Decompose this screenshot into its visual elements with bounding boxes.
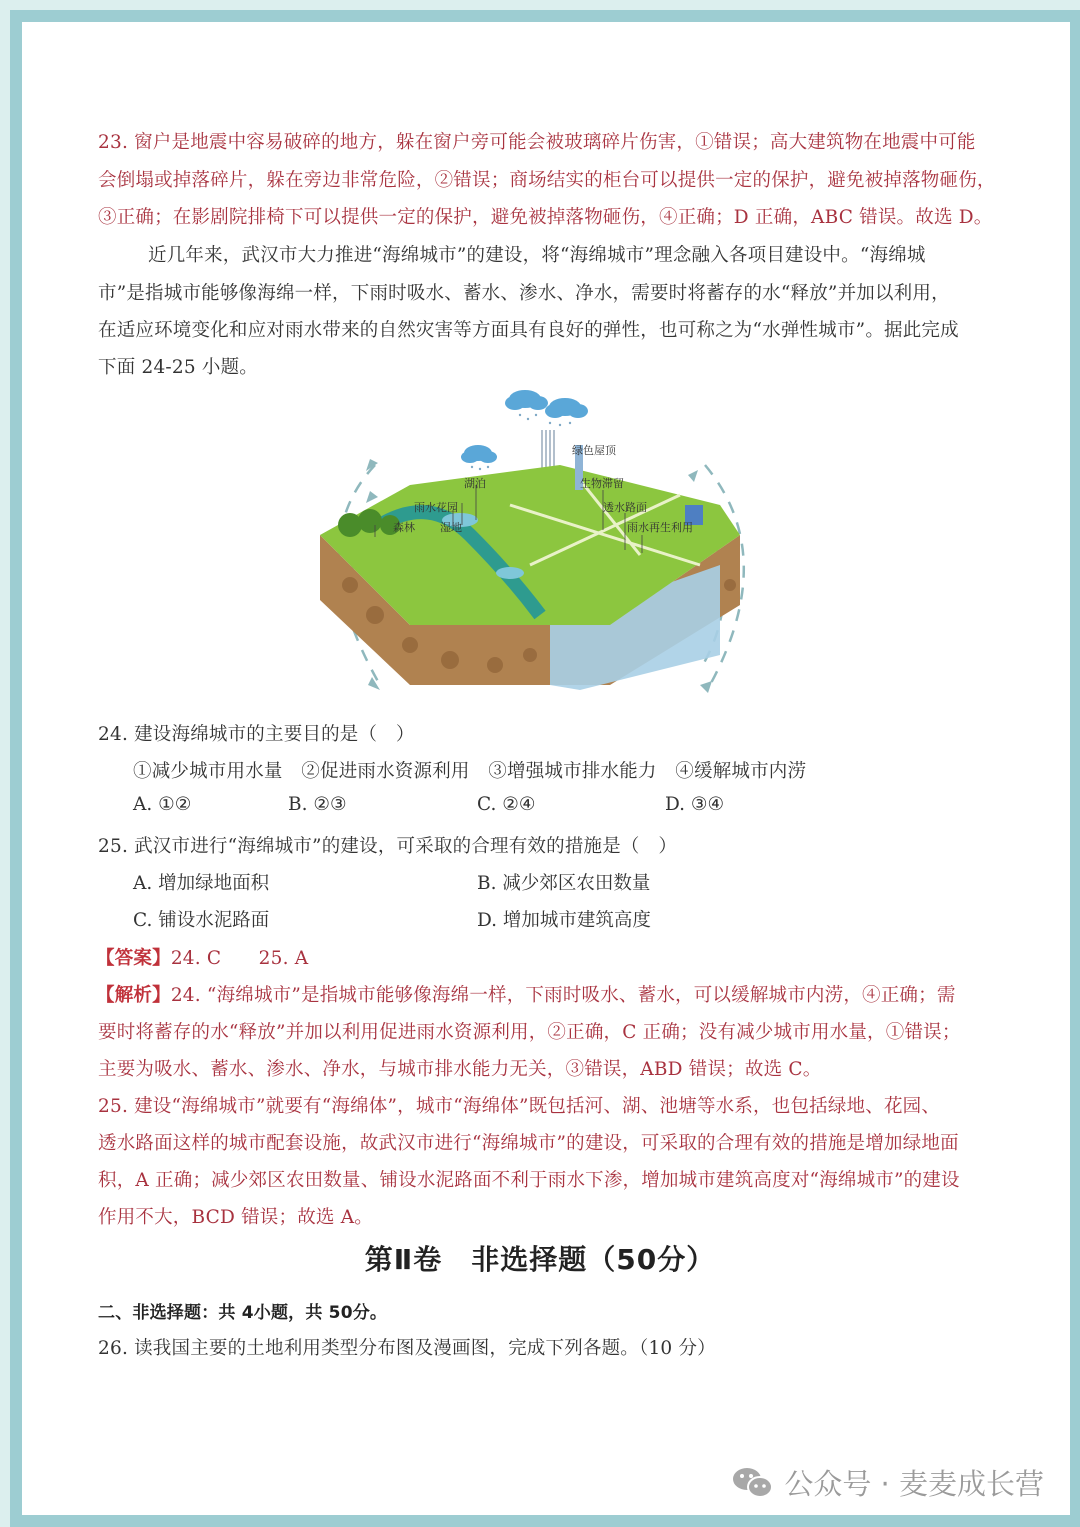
watermark-text: 公众号 · 麦麦成长营 bbox=[784, 1467, 1044, 1501]
answer-line bbox=[96, 944, 308, 970]
analysis-line: 积，A 正确；减少郊区农田数量、铺设水泥路面不利于雨水下渗，增加城市建筑高度对“海绵城市”的建设 bbox=[98, 1170, 960, 1191]
q23-explanation-line: ③正确；在影剧院排椅下可以提供一定的保护，避免被掉落物砸伤，④正确；D 正确，ABC 错误。故选 D。 bbox=[98, 207, 993, 228]
cloud-icon bbox=[461, 390, 588, 463]
analysis-line: 作用不大，BCD 错误；故选 A。 bbox=[98, 1207, 373, 1228]
q25-option-d: D. 增加城市建筑高度 bbox=[477, 910, 651, 931]
q24-option-d: D. ③④ bbox=[665, 794, 725, 815]
q24-statements: ①减少城市用水量 ②促进雨水资源利用 ③增强城市排水能力 ④缓解城市内涝 bbox=[133, 761, 807, 782]
label-permeable-pavement: 透水路面 bbox=[603, 501, 647, 514]
q24-option-b: B. ②③ bbox=[288, 794, 347, 815]
q26-stem: 26. 读我国主要的土地利用类型分布图及漫画图，完成下列各题。（10 分） bbox=[98, 1338, 716, 1359]
label-rainwater-reuse: 雨水再生利用 bbox=[627, 521, 693, 534]
q24-stem: 24. 建设海绵城市的主要目的是（ ） bbox=[98, 724, 415, 745]
analysis-line: 主要为吸水、蓄水、渗水、净水，与城市排水能力无关，③错误，ABD 错误；故选 C。 bbox=[98, 1059, 822, 1080]
analysis-line: 【解析】24. “海绵城市”是指城市能够像海绵一样，下雨时吸水、蓄水，可以缓解城市内涝，④正确；需 bbox=[96, 985, 956, 1006]
q23-explanation-line: 会倒塌或掉落碎片，躲在旁边非常危险，②错误；商场结实的柜台可以提供一定的保护，避免被掉落物砸伤， bbox=[98, 170, 996, 191]
wechat-icon bbox=[732, 1466, 774, 1500]
part2-title: 第Ⅱ卷 非选择题（50分） bbox=[364, 1243, 716, 1276]
label-wetland: 湿地 bbox=[440, 521, 462, 534]
passage-line: 近几年来，武汉市大力推进“海绵城市”的建设，将“海绵城市”理念融入各项目建设中。“海绵城 bbox=[148, 245, 926, 266]
analysis-tag: 【解析】 bbox=[96, 985, 171, 1006]
sponge-city-illustration bbox=[280, 385, 800, 715]
answer-text: 24. C 25. A bbox=[170, 948, 309, 969]
label-bio-retention: 生物滞留 bbox=[580, 477, 624, 490]
q25-option-b: B. 减少郊区农田数量 bbox=[477, 873, 651, 894]
q25-option-c: C. 铺设水泥路面 bbox=[133, 910, 270, 931]
passage-line: 在适应环境变化和应对雨水带来的自然灾害等方面具有良好的弹性，也可称之为“水弹性城市”。据此完成 bbox=[98, 320, 959, 341]
analysis-line: 25. 建设“海绵城市”就要有“海绵体”，城市“海绵体”既包括河、湖、池塘等水系，也包括绿地、花园、 bbox=[98, 1096, 941, 1117]
q23-explanation-line: 23. 窗户是地震中容易破碎的地方，躲在窗户旁可能会被玻璃碎片伤害，①错误；高大建筑物在地震中可能 bbox=[98, 132, 976, 153]
analysis-line: 要时将蓄存的水“释放”并加以利用促进雨水资源利用，②正确，C 正确；没有减少城市用水量，①错误； bbox=[98, 1022, 961, 1043]
watermark bbox=[732, 1462, 1044, 1503]
label-rain-garden: 雨水花园 bbox=[414, 501, 458, 514]
answer-tag: 【答案】 bbox=[96, 948, 171, 969]
q25-stem: 25. 武汉市进行“海绵城市”的建设，可采取的合理有效的措施是（ ） bbox=[98, 836, 678, 857]
analysis-line: 透水路面这样的城市配套设施，故武汉市进行“海绵城市”的建设，可采取的合理有效的措施是增加绿地面 bbox=[98, 1133, 959, 1154]
q24-option-a: A. ①② bbox=[133, 794, 192, 815]
label-green-roof: 绿色屋顶 bbox=[572, 444, 616, 457]
label-lake: 湖泊 bbox=[464, 477, 486, 490]
q24-option-c: C. ②④ bbox=[477, 794, 536, 815]
part2-section-heading: 二、非选择题：共 4小题，共 50分。 bbox=[98, 1303, 388, 1323]
label-forest: 森林 bbox=[393, 521, 415, 534]
passage-line: 市”是指城市能够像海绵一样，下雨时吸水、蓄水、渗水、净水，需要时将蓄存的水“释放”并加以利用， bbox=[98, 283, 950, 304]
q25-option-a: A. 增加绿地面积 bbox=[133, 873, 270, 894]
passage-line: 下面 24-25 小题。 bbox=[98, 357, 258, 378]
